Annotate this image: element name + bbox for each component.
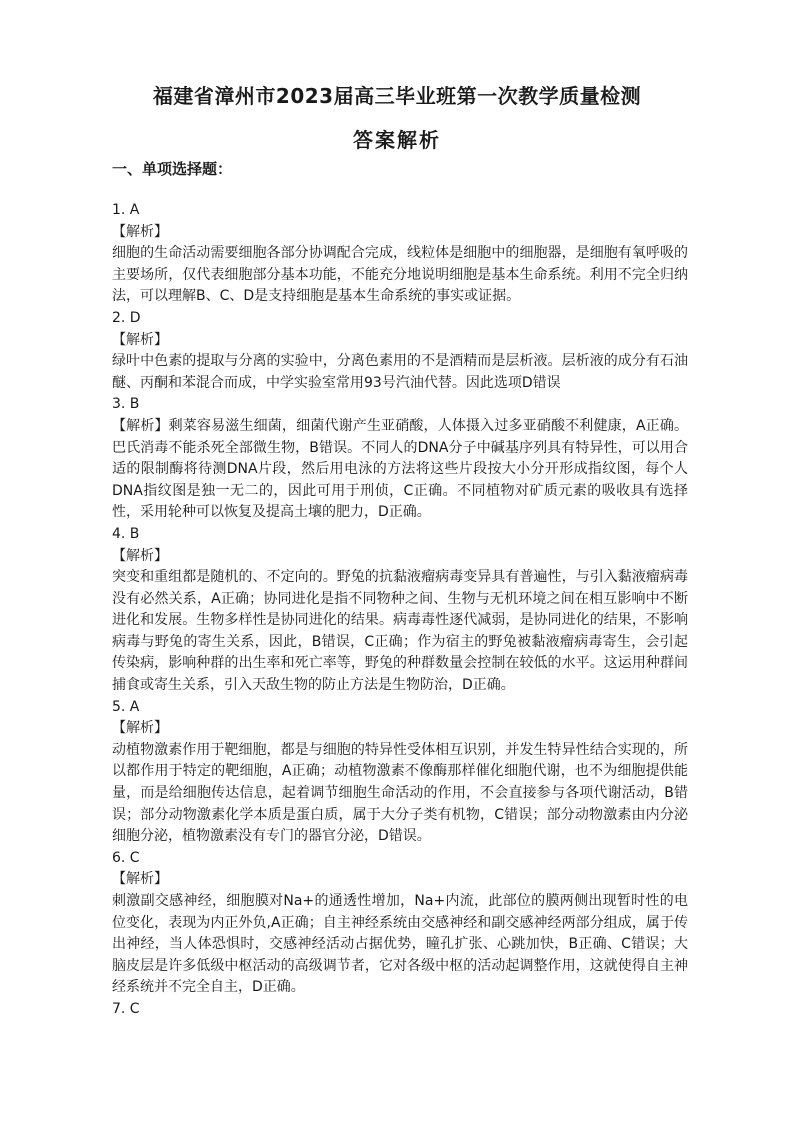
analysis-tag: 【解析】 bbox=[112, 223, 168, 240]
answer-list bbox=[112, 200, 688, 1021]
answer-item-7 bbox=[112, 999, 688, 1021]
analysis-text: 【解析】剩菜容易滋生细菌，细菌代谢产生亚硝酸，人体摄入过多亚硝酸不利健康，A正确。巴氏消毒不能杀死全部微生物，B错误。不同人的DNA分子中碱基序列具有特异性，可以用合适的限制酶将待测DNA片段，然后用电泳的方法将这些片段按大小分开形成指纹图，每个人DNA指纹图是独一无二的，因此可用于刑侦，C正确。不同植物对矿质元素的吸收具有选择性，采用轮种可以恢复及提高土壤的肥力，D正确。 bbox=[112, 417, 688, 521]
analysis-text: 动植物激素作用于靶细胞，都是与细胞的特异性受体相互识别，并发生特异性结合实现的，所以都作用于特定的靶细胞，A正确；动植物激素不像酶那样催化细胞代谢，也不为细胞提供能量，而是给细胞传达信息，起着调节细胞生命活动的作用，不会直接参与各项代谢活动，B错误；部分动物激素化学本质是蛋白质，属于大分子类有机物，C错误；部分动物激素由内分泌细胞分泌，植物激素没有专门的器官分泌，D错误。 bbox=[112, 741, 688, 845]
analysis-text: 突变和重组都是随机的、不定向的。野兔的抗黏液瘤病毒变异具有普遍性，与引入黏液瘤病毒没有必然关系，A正确；协同进化是指不同物种之间、生物与无机环境之间在相互影响中不断进化和发展。生物多样性是协同进化的结果。病毒毒性逐代减弱，是协同进化的结果，不影响病毒与野兔的寄生关系，因此，B错误，C正确；作为宿主的野兔被黏液瘤病毒寄生，会引起传染病，影响种群的出生率和死亡率等，野兔的种群数量会控制在较低的水平。这运用种群间捕食或寄生关系，引入天敌生物的防止方法是生物防治，D正确。 bbox=[112, 569, 688, 694]
analysis-tag: 【解析】 bbox=[112, 547, 168, 564]
question-number: 4. B bbox=[112, 525, 140, 542]
analysis-text: 绿叶中色素的提取与分离的实验中，分离色素用的不是酒精而是层析液。层析液的成分有石油醚、丙酮和苯混合而成，中学实验室常用93号汽油代替。因此选项D错误 bbox=[112, 353, 688, 391]
answer-item-3 bbox=[112, 394, 688, 524]
question-number: 6. C bbox=[112, 849, 140, 866]
question-number: 7. C bbox=[112, 1000, 140, 1017]
section-heading: 一、单项选择题： bbox=[112, 160, 233, 178]
analysis-text: 细胞的生命活动需要细胞各部分协调配合完成，线粒体是细胞中的细胞器，是细胞有氧呼吸的主要场所，仅代表细胞部分基本功能，不能充分地说明细胞是基本生命系统。利用不完全归纳法，可以理解B、C、D是支持细胞是基本生命系统的事实或证据。 bbox=[112, 245, 688, 305]
question-number: 3. B bbox=[112, 396, 140, 413]
page-subtitle: 答案解析 bbox=[353, 128, 441, 152]
analysis-tag: 【解析】 bbox=[112, 331, 168, 348]
question-number: 1. A bbox=[112, 202, 140, 218]
answer-item-4 bbox=[112, 524, 688, 697]
analysis-tag: 【解析】 bbox=[112, 871, 168, 888]
question-number: 2. D bbox=[112, 309, 141, 326]
page-title: 福建省漳州市2023届高三毕业班第一次教学质量检测 bbox=[152, 84, 642, 108]
answer-item-2 bbox=[112, 308, 688, 394]
answer-item-6 bbox=[112, 848, 688, 999]
answer-item-1 bbox=[112, 200, 688, 308]
analysis-tag: 【解析】 bbox=[112, 720, 168, 737]
answer-item-5 bbox=[112, 697, 688, 848]
analysis-text: 刺激副交感神经，细胞膜对Na+的通透性增加，Na+内流，此部位的膜两侧出现暂时性的电位变化，表现为内正外负,A正确；自主神经系统由交感神经和副交感神经两部分组成，属于传出神经，当人体恐惧时，交感神经活动占据优势，瞳孔扩张、心跳加快，B正确、C错误；大脑皮层是许多低级中枢活动的高级调节者，它对各级中枢的活动起调整作用，这就使得自主神经系统并不完全自主，D正确。 bbox=[112, 893, 688, 996]
question-number: 5. A bbox=[112, 698, 140, 715]
